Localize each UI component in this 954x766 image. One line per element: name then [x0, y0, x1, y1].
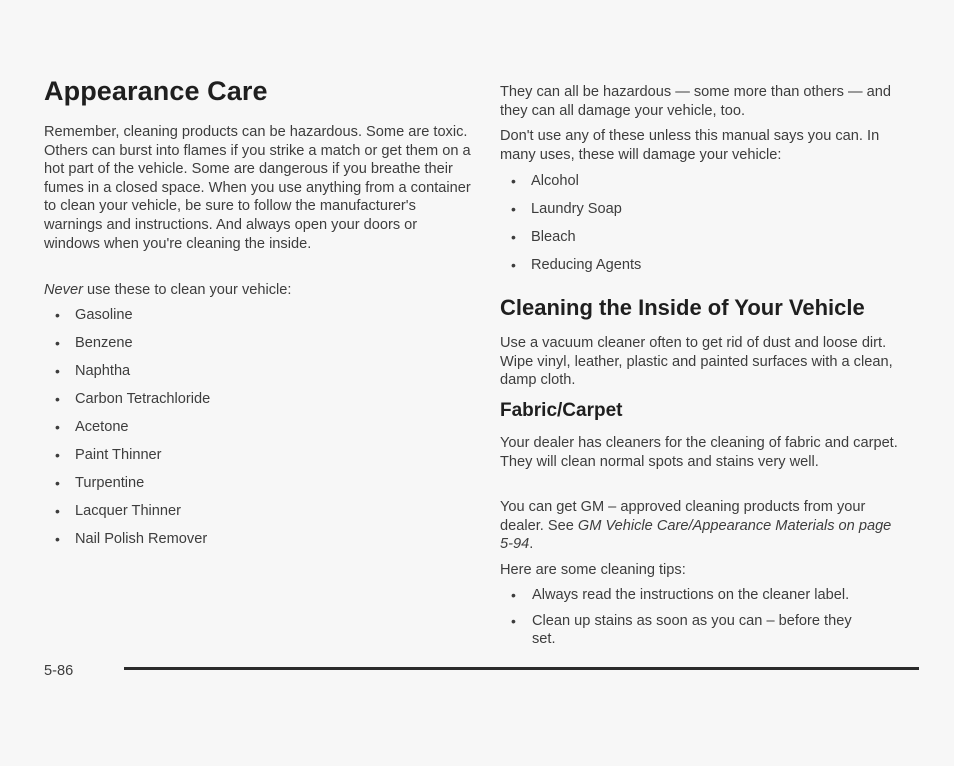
bullet-icon: • [55, 363, 60, 379]
bullet-icon: • [55, 391, 60, 407]
bullet-icon: • [55, 531, 60, 547]
list-item: • Benzene [55, 335, 133, 351]
gm-reference-link[interactable]: GM Vehicle Care/Appearance Materials on page 5-94 [500, 517, 892, 553]
bullet-icon: • [511, 257, 516, 273]
hazard-paragraph: They can all be hazardous — some more than others — and they can all damage your vehicle, too. [500, 84, 891, 119]
page-title: Appearance Care [44, 76, 268, 106]
fabric-paragraph: Your dealer has cleaners for the cleaning of fabric and carpet. They will clean normal spots and stains very well. [500, 435, 898, 470]
list-item: • Gasoline [55, 307, 133, 323]
list-item: • Always read the instructions on the cleaner label. [511, 587, 850, 603]
gm-paragraph: You can get GM – approved cleaning products from your dealer. See GM Vehicle Care/Appearance Materials on page 5-94. [500, 499, 892, 553]
never-list [44, 306, 464, 558]
tips-list [500, 586, 910, 656]
fabric-heading: Fabric/Carpet [500, 400, 623, 421]
list-item: • Carbon Tetrachloride [55, 391, 211, 407]
list-item: • Bleach [511, 229, 576, 245]
bullet-icon: • [55, 447, 60, 463]
intro-paragraph: Remember, cleaning products can be hazardous. Some are toxic. Others can burst into flames if you strike a match or get them on a hot part of the vehicle. Some are dangerous if you breathe their fumes in a closed space. When you use anything from a container to clean your vehicle, be sure to follow the manufacturer's warnings and instructions. And always open your doors or windows when you're cleaning the inside. [44, 124, 471, 252]
bullet-icon: • [55, 503, 60, 519]
bullet-icon: • [55, 335, 60, 351]
bullet-icon: • [55, 419, 60, 435]
dont-list [500, 172, 910, 284]
footer-rule [124, 667, 919, 670]
bullet-icon: • [511, 173, 516, 189]
list-item: • Lacquer Thinner [55, 503, 182, 519]
bullet-icon: • [511, 229, 516, 245]
list-item: • Nail Polish Remover [55, 531, 208, 547]
tips-intro: Here are some cleaning tips: [500, 562, 686, 578]
dont-paragraph: Don't use any of these unless this manual says you can. In many uses, these will damage your vehicle: [500, 128, 880, 163]
never-emphasis: Never [44, 282, 83, 298]
bullet-icon: • [55, 307, 60, 323]
list-item: • Alcohol [511, 173, 579, 189]
list-item: • Paint Thinner [55, 447, 162, 463]
inside-paragraph: Use a vacuum cleaner often to get rid of dust and loose dirt. Wipe vinyl, leather, plastic and painted surfaces with a clean, damp cloth. [500, 335, 893, 389]
list-item: • Laundry Soap [511, 201, 622, 217]
list-item: • Reducing Agents [511, 257, 642, 273]
list-item: • Naphtha [55, 363, 131, 379]
list-item: • Turpentine [55, 475, 145, 491]
list-item: • Acetone [55, 419, 129, 435]
never-paragraph [44, 281, 472, 300]
bullet-icon: • [55, 475, 60, 491]
page-number: 5-86 [44, 663, 74, 679]
bullet-icon: • [511, 587, 516, 603]
bullet-icon: • [511, 612, 516, 629]
never-rest: use these to clean your vehicle: [82, 282, 292, 298]
list-item: • Clean up stains as soon as you can – before they set. [511, 612, 852, 648]
inside-heading: Cleaning the Inside of Your Vehicle [500, 295, 865, 320]
bullet-icon: • [511, 201, 516, 217]
